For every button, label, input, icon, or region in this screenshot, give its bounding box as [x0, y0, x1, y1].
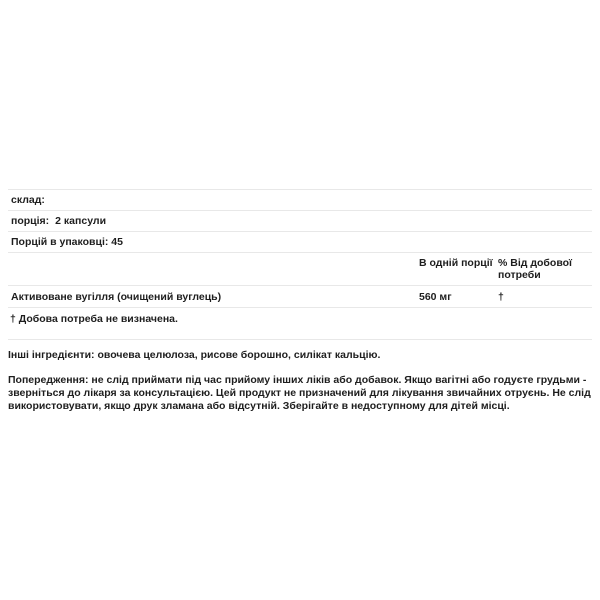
ingredient-name: Активоване вугілля (очищений вуглець): [11, 290, 222, 303]
amount-column-header: В одній порції: [419, 257, 493, 269]
ingredient-amount: 560 мг: [419, 290, 452, 303]
footnote: † Добова потреба не визначена.: [10, 313, 178, 325]
servings-per-container: Порцій в упаковці: 45: [11, 236, 123, 248]
serving-size-value: 2 капсули: [55, 215, 107, 227]
warning-text: Попередження: не слід приймати під час прийому інших ліків або добавок. Якщо вагітні або годуєте грудьми - зверніться до лікаря за консультацією. Цей продукт не призначений для лікування звичайних отруєнь. Не слід використовувати, якщо друк зламана або відсутній. Зберігайте в недоступному для дітей місці.: [8, 374, 591, 412]
ingredient-daily-value: †: [498, 290, 504, 303]
serving-size-row: [8, 210, 592, 231]
daily-value-column-header: % Від добової потреби: [498, 257, 572, 281]
other-ingredients: Інші інгредієнти: овочева целюлоза, рисове борошно, силікат кальцію.: [8, 349, 381, 361]
footnote-row: [8, 307, 592, 340]
table-row: [8, 285, 592, 307]
serving-size-label: порція:: [11, 215, 50, 227]
supplement-facts-table: [8, 189, 592, 340]
composition-label: склад:: [11, 194, 45, 206]
composition-row: [8, 189, 592, 210]
table-header-row: [8, 252, 592, 285]
servings-per-container-row: [8, 231, 592, 252]
